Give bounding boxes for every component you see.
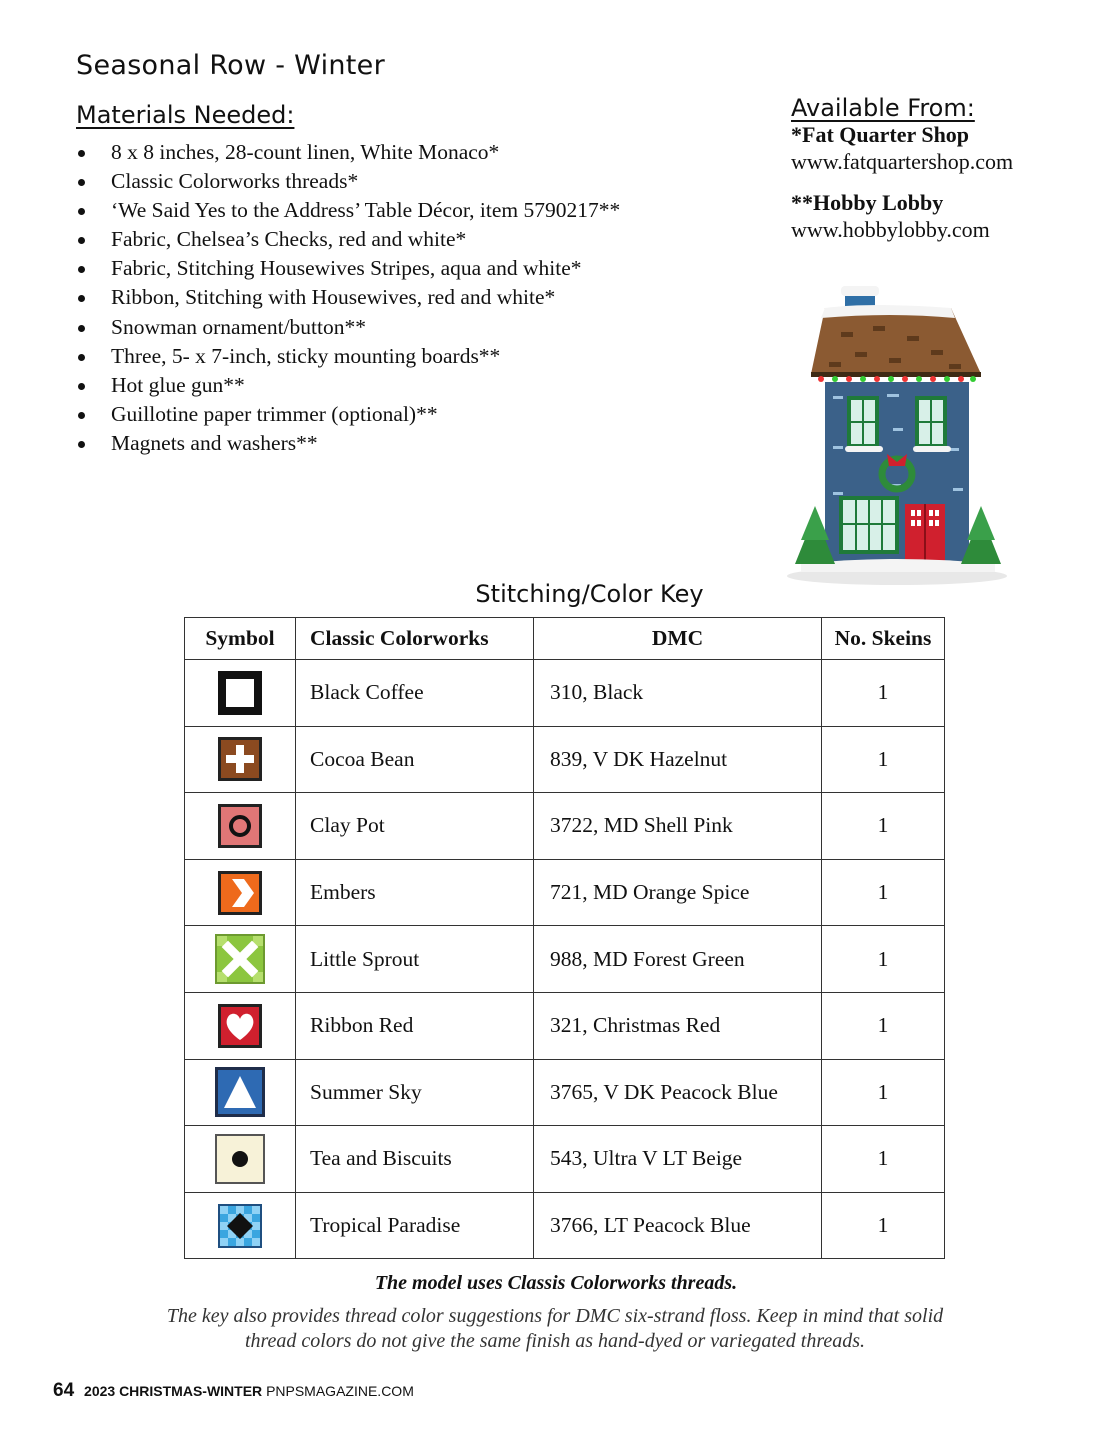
page-footer: [53, 1380, 414, 1402]
list-item: Fabric, Chelsea’s Checks, red and white*: [76, 225, 620, 254]
skeins-cell: 1: [822, 859, 945, 926]
color-key-heading: Stitching/Color Key: [475, 580, 704, 608]
plus-icon: [216, 735, 264, 783]
symbol-cell: [185, 1126, 296, 1193]
page-number: 64: [53, 1380, 75, 1401]
dmc-cell: 839, V DK Hazelnut: [534, 726, 822, 793]
skeins-cell: 1: [822, 793, 945, 860]
skeins-cell: 1: [822, 992, 945, 1059]
available-heading: Available From:: [791, 94, 975, 122]
vendor-url: www.fatquartershop.com: [791, 149, 1014, 174]
skeins-cell: 1: [822, 926, 945, 993]
diamond-icon: [216, 1202, 264, 1250]
table-row: [185, 859, 945, 926]
color-key-table: [184, 617, 945, 1259]
table-row: [185, 1126, 945, 1193]
table-row: [185, 793, 945, 860]
classic-colorworks-cell: Little Sprout: [296, 926, 534, 993]
dmc-cell: 543, Ultra V LT Beige: [534, 1126, 822, 1193]
skeins-cell: 1: [822, 660, 945, 727]
skeins-cell: 1: [822, 1126, 945, 1193]
house-illustration: [781, 278, 1013, 588]
vendor-name: *Fat Quarter Shop: [791, 122, 970, 147]
dmc-cell: 721, MD Orange Spice: [534, 859, 822, 926]
dot-icon: [214, 1133, 266, 1185]
symbol-cell: [185, 1059, 296, 1126]
table-header-row: [185, 618, 945, 660]
list-item: Ribbon, Stitching with Housewives, red and white*: [76, 283, 620, 312]
table-row: [185, 1192, 945, 1259]
table-row: [185, 1059, 945, 1126]
dmc-cell: 321, Christmas Red: [534, 992, 822, 1059]
chevron-right-icon: [216, 869, 264, 917]
symbol-cell: [185, 859, 296, 926]
dmc-cell: 310, Black: [534, 660, 822, 727]
materials-list: [76, 138, 620, 458]
model-note: The model uses Classis Colorworks threads.: [374, 1272, 738, 1294]
x-icon: [214, 933, 266, 985]
classic-colorworks-cell: Tropical Paradise: [296, 1192, 534, 1259]
circle-icon: [216, 802, 264, 850]
list-item: Guillotine paper trimmer (optional)**: [76, 400, 620, 429]
dmc-cell: 3765, V DK Peacock Blue: [534, 1059, 822, 1126]
vendor-url: www.hobbylobby.com: [791, 217, 990, 242]
triangle-icon: [214, 1066, 266, 1118]
heart-icon: [216, 1002, 264, 1050]
symbol-cell: [185, 726, 296, 793]
skeins-cell: 1: [822, 1059, 945, 1126]
column-header-skeins: No. Skeins: [822, 618, 945, 660]
column-header-classic-colorworks: Classic Colorworks: [296, 618, 534, 660]
symbol-cell: [185, 793, 296, 860]
list-item: Hot glue gun**: [76, 371, 620, 400]
classic-colorworks-cell: Embers: [296, 859, 534, 926]
skeins-cell: 1: [822, 726, 945, 793]
dmc-cell: 988, MD Forest Green: [534, 926, 822, 993]
table-row: [185, 726, 945, 793]
symbol-cell: [185, 1192, 296, 1259]
issue-label: 2023 CHRISTMAS-WINTER: [84, 1383, 263, 1399]
page-title: Seasonal Row - Winter: [76, 50, 385, 81]
white-square-icon: [216, 669, 264, 717]
classic-colorworks-cell: Clay Pot: [296, 793, 534, 860]
thread-suggestion-note: The key also provides thread color suggestions for DMC six-strand floss. Keep in mind that solid thread colors do not give the same finish as hand-dyed or variegated threads.: [166, 1305, 944, 1352]
list-item: Snowman ornament/button**: [76, 313, 620, 342]
available-from: [791, 94, 1091, 244]
list-item: Three, 5- x 7-inch, sticky mounting boards**: [76, 342, 620, 371]
list-item: Magnets and washers**: [76, 429, 620, 458]
dmc-cell: 3766, LT Peacock Blue: [534, 1192, 822, 1259]
table-row: [185, 926, 945, 993]
list-item: 8 x 8 inches, 28-count linen, White Monaco*: [76, 138, 620, 167]
dmc-cell: 3722, MD Shell Pink: [534, 793, 822, 860]
classic-colorworks-cell: Black Coffee: [296, 660, 534, 727]
table-row: [185, 992, 945, 1059]
classic-colorworks-cell: Tea and Biscuits: [296, 1126, 534, 1193]
vendor-name: **Hobby Lobby: [791, 190, 944, 215]
materials-heading: Materials Needed:: [76, 101, 295, 129]
column-header-symbol: Symbol: [185, 618, 296, 660]
site-label: PNPSMAGAZINE.COM: [266, 1383, 414, 1399]
classic-colorworks-cell: Summer Sky: [296, 1059, 534, 1126]
list-item: Fabric, Stitching Housewives Stripes, aqua and white*: [76, 254, 620, 283]
list-item: ‘We Said Yes to the Address’ Table Décor, item 5790217**: [76, 196, 620, 225]
skeins-cell: 1: [822, 1192, 945, 1259]
classic-colorworks-cell: Ribbon Red: [296, 992, 534, 1059]
list-item: Classic Colorworks threads*: [76, 167, 620, 196]
table-row: [185, 660, 945, 727]
symbol-cell: [185, 992, 296, 1059]
column-header-dmc: DMC: [534, 618, 822, 660]
symbol-cell: [185, 660, 296, 727]
symbol-cell: [185, 926, 296, 993]
classic-colorworks-cell: Cocoa Bean: [296, 726, 534, 793]
